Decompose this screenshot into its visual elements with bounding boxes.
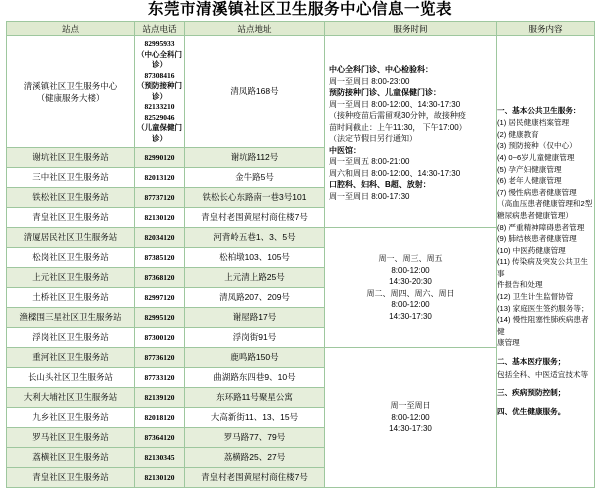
- time-heading: 中心全科门诊、中心检验科：: [329, 65, 433, 74]
- station-address: 铁松长心东路南一巷3号101: [185, 188, 325, 208]
- station-address: 浮岗街91号: [185, 328, 325, 348]
- station-phone: 82130120: [135, 468, 185, 488]
- phone-number: 82133210: [144, 102, 175, 111]
- time-heading: 口腔科、妇科、B超、放射：: [329, 180, 431, 189]
- station-name: 大利大埔社区卫生服务站: [7, 388, 135, 408]
- column-header-phone: 站点电话: [135, 22, 185, 36]
- service-section-3-heading: 三、疾病预防控制；: [497, 388, 566, 398]
- phone-number: 82529046: [144, 112, 175, 122]
- service-item: (10) 中医药健康管理: [497, 245, 566, 255]
- station-address: 谢屋路17号: [185, 308, 325, 328]
- station-address: 清凤路207、209号: [185, 288, 325, 308]
- service-item: (11) 传染病及突发公共卫生事: [497, 257, 588, 278]
- table-header: [7, 22, 595, 36]
- header-row: [7, 22, 595, 36]
- station-phone: 82130345: [135, 448, 185, 468]
- hq-name-line1: 清溪镇社区卫生服务中心: [23, 80, 118, 91]
- column-header-service-content: 服务内容: [497, 22, 595, 36]
- station-phone-headquarters: [135, 36, 185, 148]
- station-address: 荔横路25、27号: [185, 448, 325, 468]
- station-name: 上元社区卫生服务站: [7, 268, 135, 288]
- service-item: (1) 居民健康档案管理: [497, 118, 570, 128]
- service-item: (8) 严重精神障碍患者管理: [497, 222, 585, 232]
- station-name: 渔樑围三星社区卫生服务站: [7, 308, 135, 328]
- time-line: 8:00-12:00: [391, 412, 430, 422]
- service-section-2-note: 包括全科、中医适宜技术等: [497, 369, 589, 379]
- time-heading: 中医馆：: [329, 145, 361, 155]
- station-address: 青皇村老围黄屋村商住楼7号: [185, 208, 325, 228]
- station-phone: 87368120: [135, 268, 185, 288]
- time-line: 苗时间截止：上午11:30， 下午17:00）: [329, 122, 467, 132]
- station-name: 浮岗社区卫生服务站: [7, 328, 135, 348]
- service-item-sub: 糖尿病患者健康管理）: [497, 210, 573, 220]
- station-address: 东环路11号聚星公寓: [185, 388, 325, 408]
- station-address: 鹿鸣路150号: [185, 348, 325, 368]
- page-title: 东莞市清溪镇社区卫生服务中心信息一览表: [147, 1, 452, 18]
- table-body: [7, 36, 595, 488]
- station-phone: 82034120: [135, 228, 185, 248]
- station-name: 清厦居民社区卫生服务站: [7, 228, 135, 248]
- station-phone: 82013120: [135, 168, 185, 188]
- time-line: 周一、周三、周五: [378, 254, 443, 263]
- station-name: 九乡社区卫生服务站: [7, 408, 135, 428]
- station-phone: 87300120: [135, 328, 185, 348]
- station-name: 青皇社区卫生服务站: [7, 468, 135, 488]
- service-item: (7) 慢性病患者健康管理: [497, 187, 577, 197]
- station-phone: 87385120: [135, 248, 185, 268]
- station-phone: 82997120: [135, 288, 185, 308]
- phone-group-general: [135, 39, 184, 71]
- service-item-continuation: 件报告和处理: [497, 280, 543, 290]
- station-address: 曲湖路东四巷9、10号: [185, 368, 325, 388]
- service-section-1-heading: 一、基本公共卫生服务：: [497, 105, 581, 115]
- time-line: 周一至周日 8:00-12:00、14:30-17:30: [329, 99, 461, 109]
- time-line: 14:30-17:30: [389, 311, 432, 321]
- station-phone: 87736120: [135, 348, 185, 368]
- time-line: 周二、周四、周六、周日: [366, 288, 455, 298]
- station-phone: 87364120: [135, 428, 185, 448]
- station-address: 大高新街11、13、15号: [185, 408, 325, 428]
- phone-group-vaccination: [135, 71, 184, 103]
- station-address: 谢坑路112号: [185, 148, 325, 168]
- station-phone: 87733120: [135, 368, 185, 388]
- time-heading: 预防接种门诊、儿童保健门诊：: [329, 88, 441, 97]
- service-item: (5) 孕产妇健康管理: [497, 164, 562, 174]
- station-address: 松柏墩103、105号: [185, 248, 325, 268]
- phone-group-child-health: [135, 102, 184, 144]
- service-item-continuation: 康管理: [497, 338, 520, 348]
- time-block-other-departments: [329, 179, 496, 202]
- station-phone: 82990120: [135, 148, 185, 168]
- time-line: （法定节假日另行通知）: [329, 134, 417, 143]
- column-header-address: 站点地址: [185, 22, 325, 36]
- phone-label: （中心全科门诊）: [137, 49, 182, 69]
- service-item: (6) 老年人健康管理: [497, 176, 562, 186]
- service-section-4-heading: 四、优生健康服务。: [497, 406, 566, 416]
- phone-label: （儿童保健门诊）: [137, 123, 182, 143]
- station-address: 河背岭五巷1、3、5号: [185, 228, 325, 248]
- time-line: 周一至周日 8:00-23:00: [329, 76, 410, 86]
- station-phone: 82139120: [135, 388, 185, 408]
- time-block-vaccination-clinic: [329, 87, 496, 145]
- station-address-headquarters: 清凤路168号: [185, 36, 325, 148]
- time-line: 周一至周日: [390, 401, 431, 411]
- service-item: (9) 肺结核患者健康管理: [497, 234, 577, 244]
- station-address: 金牛路5号: [185, 168, 325, 188]
- service-item-sub: （高血压患者健康管理和2型: [497, 199, 593, 209]
- service-item: (14) 慢性阻塞性肺疾病患者健: [497, 315, 589, 336]
- station-name: 长山头社区卫生服务站: [7, 368, 135, 388]
- station-phone: 82018120: [135, 408, 185, 428]
- station-address: 罗马路77、79号: [185, 428, 325, 448]
- health-center-info-table: [6, 21, 595, 488]
- service-time-group-lower: [325, 348, 497, 488]
- service-section-2-heading: 二、基本医疗服务；: [497, 357, 566, 367]
- station-name: 松岗社区卫生服务站: [7, 248, 135, 268]
- column-header-service-time: 服务时间: [325, 22, 497, 36]
- service-item: (4) 0~6岁儿童健康管理: [497, 152, 575, 162]
- station-address: 青皇村老围黄屋村商住楼7号: [185, 468, 325, 488]
- service-item: (3) 预防接种（仅中心）: [497, 141, 577, 151]
- phone-number: 82995933: [144, 39, 175, 48]
- phone-label: （预防接种门诊）: [137, 81, 182, 101]
- station-phone: 87737120: [135, 188, 185, 208]
- station-name: 土桥社区卫生服务站: [7, 288, 135, 308]
- station-name-headquarters: [7, 36, 135, 148]
- station-name: 罗马社区卫生服务站: [7, 428, 135, 448]
- service-item: (2) 健康教育: [497, 129, 539, 139]
- time-line: 周六和周日 8:00-12:00、14:30-17:30: [329, 168, 461, 178]
- station-phone: 82995120: [135, 308, 185, 328]
- hq-name-line2: （健康服务大楼）: [36, 92, 105, 103]
- time-line: 14:30-20:30: [389, 277, 432, 286]
- service-item: (12) 卫生计生监督协管: [497, 292, 574, 302]
- station-name: 青皇社区卫生服务站: [7, 208, 135, 228]
- time-line: 8:00-12:00: [391, 265, 430, 275]
- phone-number: 87308416: [144, 70, 175, 80]
- service-item: (13) 家庭医生签约服务等；: [497, 303, 589, 313]
- service-time-group-upper: [325, 228, 497, 348]
- service-content-cell: [497, 36, 595, 488]
- table-row-headquarters: [7, 36, 595, 148]
- time-line: 8:00-12:00: [391, 300, 430, 309]
- station-address: 上元清上路25号: [185, 268, 325, 288]
- station-phone: 82130120: [135, 208, 185, 228]
- time-line: 周一至周日 8:00-17:30: [329, 191, 410, 201]
- station-name: 重河社区卫生服务站: [7, 348, 135, 368]
- time-line: 14:30-17:30: [389, 424, 432, 434]
- station-name: 荔横社区卫生服务站: [7, 448, 135, 468]
- column-header-station: 站点: [7, 22, 135, 36]
- time-line: （接种疫苗后需留观30分钟，故接种疫: [329, 111, 466, 120]
- station-name: 铁松社区卫生服务站: [7, 188, 135, 208]
- station-name: 谢坑社区卫生服务站: [7, 148, 135, 168]
- service-time-headquarters: [325, 36, 497, 228]
- time-block-tcm-clinic: [329, 145, 496, 180]
- station-name: 三中社区卫生服务站: [7, 168, 135, 188]
- time-block-general-clinic: [329, 64, 496, 87]
- time-line: 周一至周五 8:00-21:00: [329, 157, 410, 166]
